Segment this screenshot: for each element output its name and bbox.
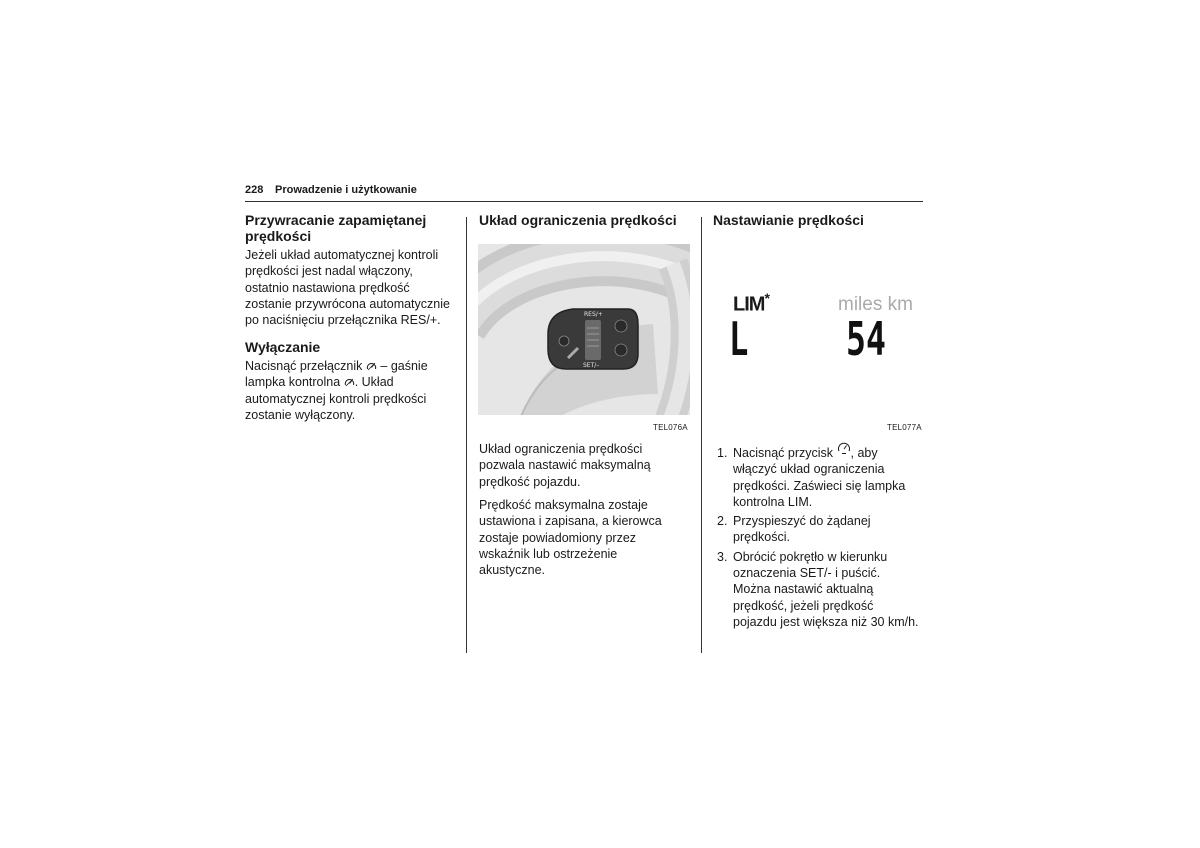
heading-set-speed: Nastawianie prędkości <box>713 212 864 228</box>
speed-digits: 54 <box>846 312 886 366</box>
steering-wheel-figure <box>478 244 690 415</box>
section-title: Prowadzenie i użytkowanie <box>275 184 417 196</box>
set-label: SET/– <box>583 362 600 369</box>
heading-speed-limiter: Układ ograniczenia prędkości <box>479 212 677 228</box>
paragraph-resume-speed: Jeżeli układ automatycznej kontroli prędkości jest nadal włączony, ostatnio nastawiona prędkość zostanie przywrócona automatycznie po naciśnięciu przełącznika RES/+. <box>245 248 450 328</box>
column-divider-right <box>701 217 702 653</box>
cruise-control-icon <box>344 377 355 387</box>
list-item: 2. Przyspieszyć do żądanej prędkości. <box>717 514 871 545</box>
header-divider <box>245 201 923 202</box>
display-figure <box>713 244 925 415</box>
paragraph-disable: Nacisnąć przełącznik – gaśnie lampka kontrolna . Układ automatycznej kontroli prędkości zostanie wyłączony. <box>245 359 428 422</box>
units-label: miles km <box>838 294 913 315</box>
list-item: 1. Nacisnąć przycisk , aby włączyć układ ograniczenia prędkości. Zaświeci się lampka kontrolna LIM. <box>717 441 932 510</box>
column-divider-left <box>466 217 467 653</box>
figure-caption-tel077a: TEL077A <box>887 423 922 432</box>
heading-resume-speed: Przywracanie zapamiętanej prędkości <box>245 212 427 244</box>
figure-caption-tel076a: TEL076A <box>653 423 688 432</box>
paragraph-limiter-details: Prędkość maksymalna zostaje ustawiona i zapisana, a kierowca zostaje powiadomiony przez wskaźnik lub ostrzeżenie akustyczne. <box>479 498 662 578</box>
heading-disable: Wyłączanie <box>245 339 321 355</box>
lim-label: LIM* <box>733 290 769 316</box>
list-item: 3. Obrócić pokrętło w kierunku oznaczenia SET/- i puścić. Można nastawić aktualną prędkość, jeżeli prędkość pojazdu jest większa niż 30 km/h. <box>717 549 919 629</box>
segment-l: L <box>729 312 749 366</box>
paragraph-limiter-intro: Układ ograniczenia prędkości pozwala nastawić maksymalną prędkość pojazdu. <box>479 442 651 489</box>
page-number: 228 <box>245 184 264 196</box>
res-label: RES/+ <box>584 311 603 318</box>
speed-limiter-icon <box>837 441 851 455</box>
cruise-control-icon <box>366 361 377 371</box>
steps-list <box>717 441 932 630</box>
